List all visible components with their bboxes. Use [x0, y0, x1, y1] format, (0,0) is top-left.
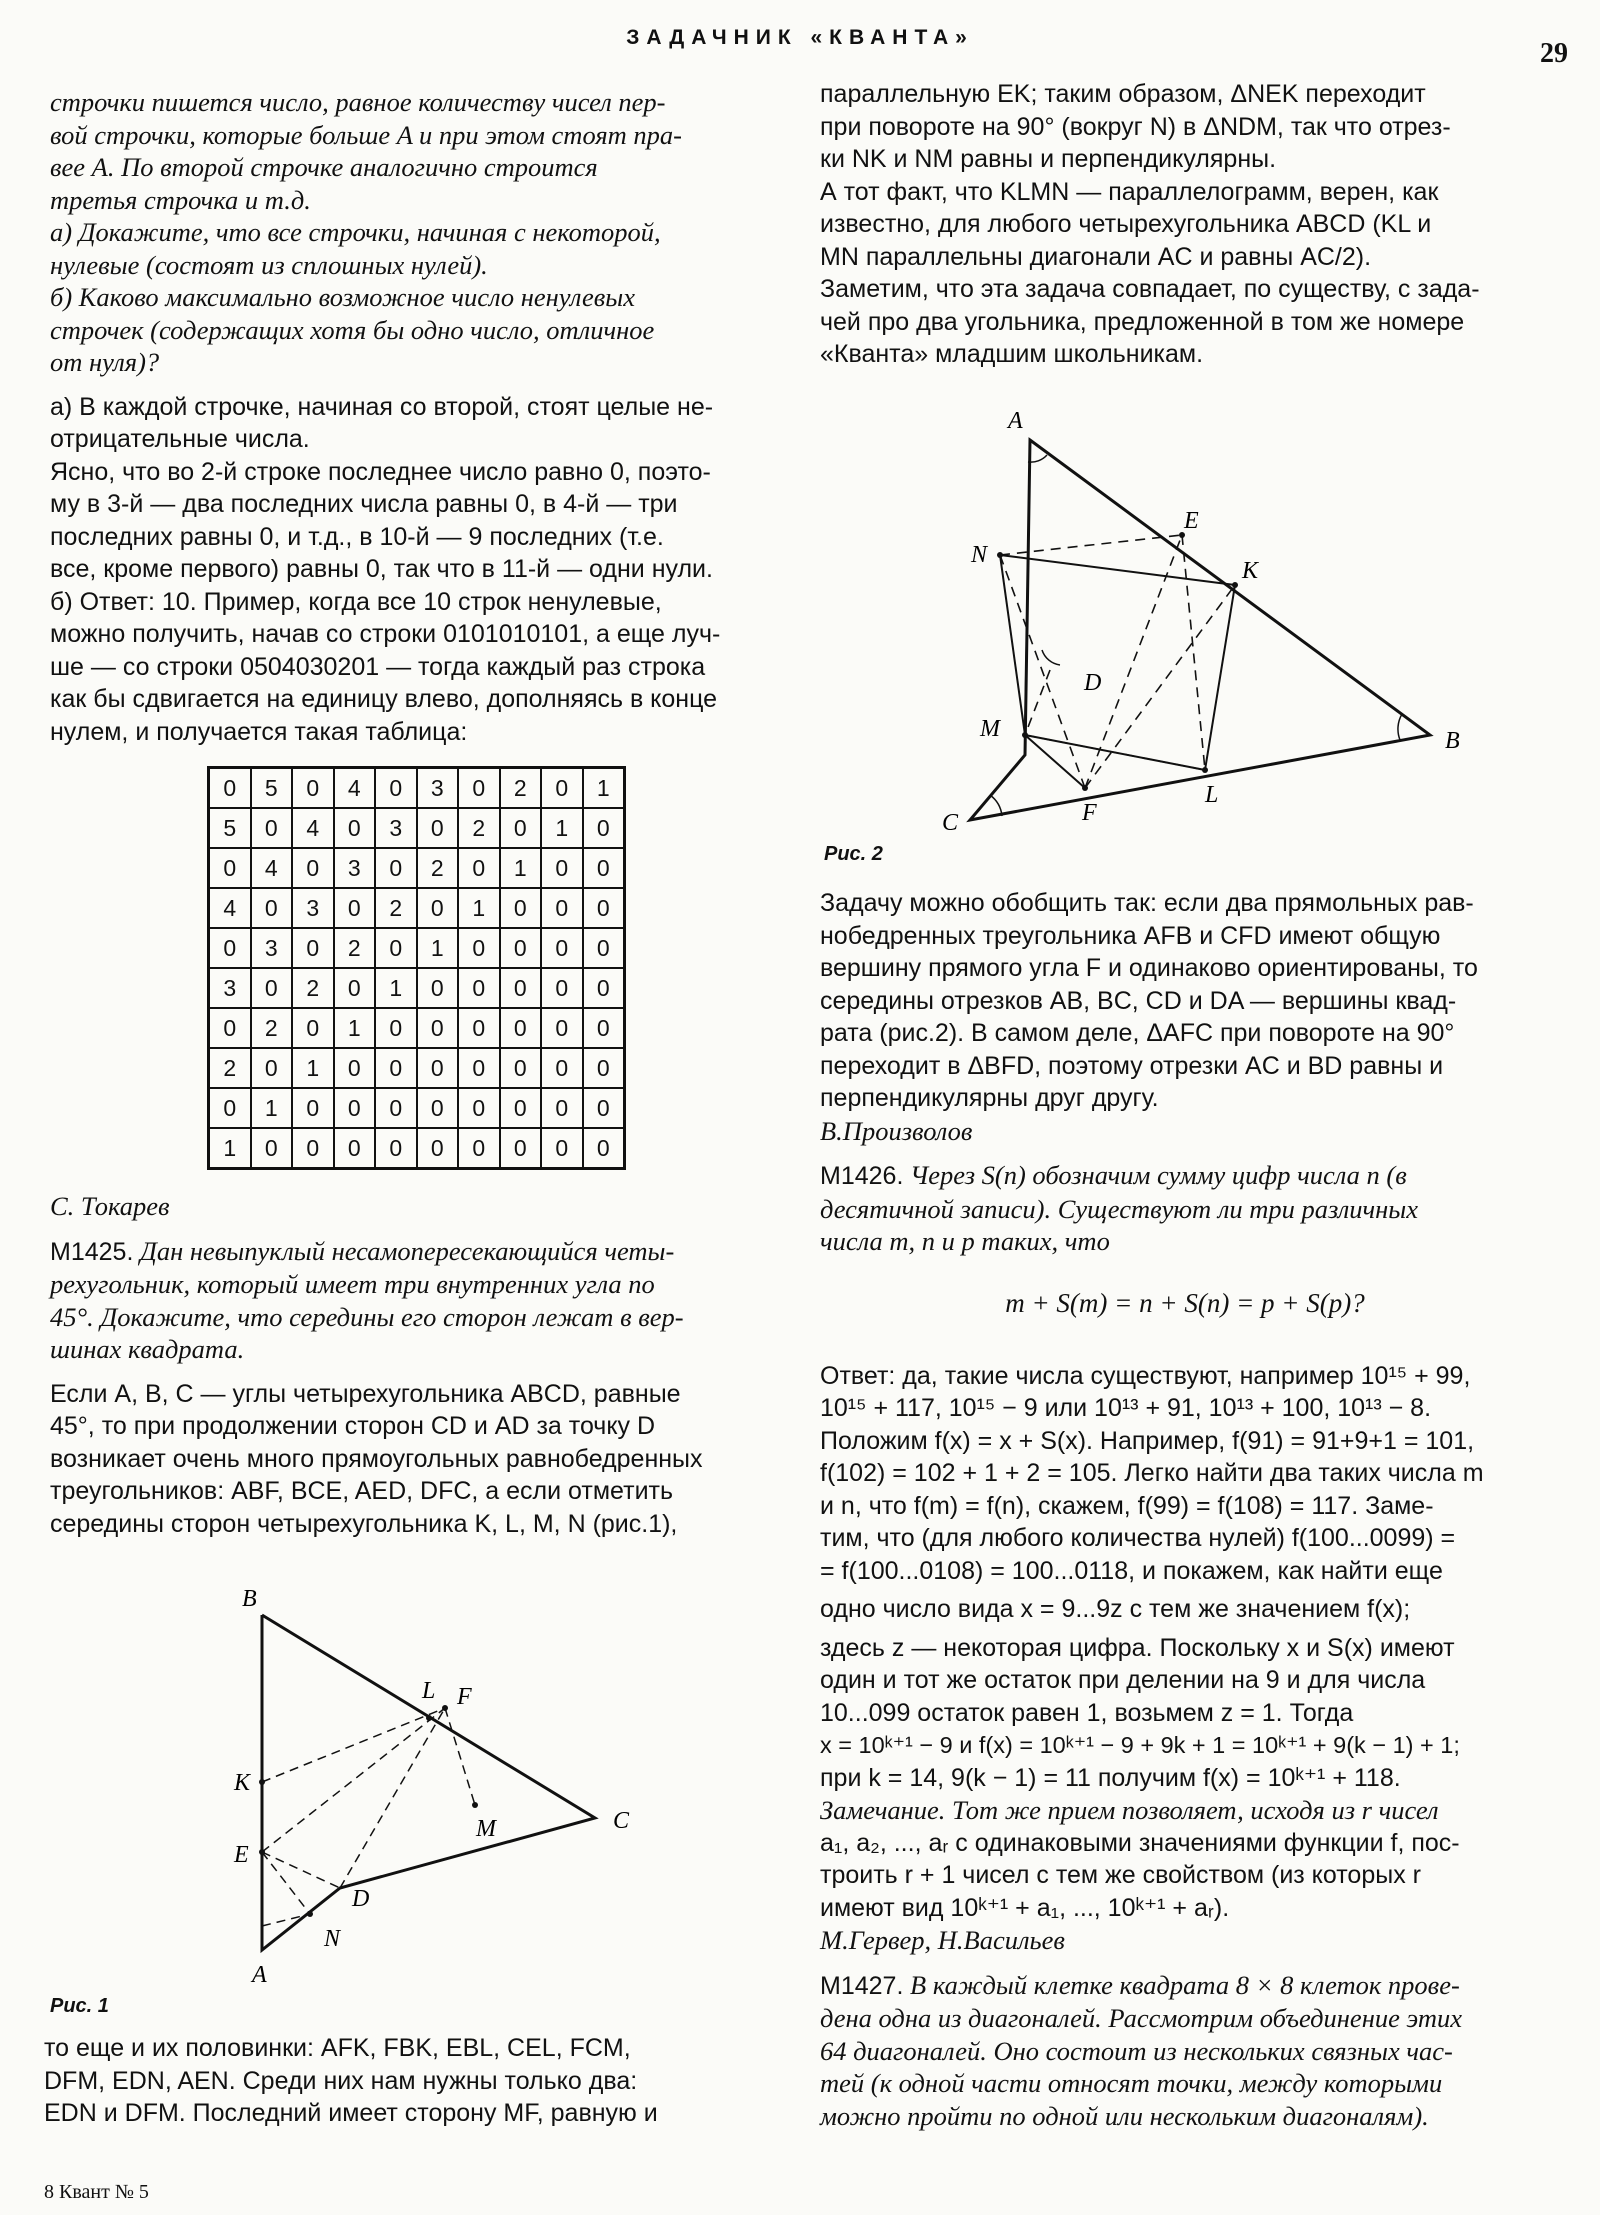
label-A: A — [1008, 408, 1023, 434]
authors-gerver-vasiliev: М.Гервер, Н.Васильев — [820, 1925, 1065, 1955]
table-cell: 4 — [292, 808, 334, 848]
text-line: числа m, n и p таких, что — [820, 1226, 1110, 1256]
label-B: B — [242, 1586, 257, 1612]
table-cell: 0 — [458, 928, 500, 968]
dashed-EL — [1182, 535, 1205, 770]
text-line: тим, что (для любого количества нулей) f(100...0099) = — [820, 1524, 1456, 1552]
text-line: MN параллельны диагонали AC и равны AC/2). — [820, 242, 1372, 271]
text-line: 10¹⁵ + 117, 10¹⁵ − 9 или 10¹³ + 91, 10¹³ + 100, 10¹³ − 8. — [820, 1394, 1432, 1422]
dashed-ED — [262, 1852, 340, 1888]
page-footer: 8 Квант № 5 — [44, 2181, 149, 2203]
table-cell: 1 — [334, 1008, 376, 1048]
label-M: M — [476, 1816, 496, 1842]
table-cell: 0 — [541, 928, 583, 968]
table-row — [209, 1048, 625, 1088]
angle-mark-B — [1398, 714, 1402, 740]
label-M: M — [980, 716, 1000, 742]
problem-code: М1425. — [50, 1237, 134, 1266]
text-line: середины отрезков AB, BC, CD и DA — вершины квад- — [820, 986, 1457, 1015]
table-cell: 0 — [417, 1008, 459, 1048]
text-line: нулевые (состоят из сплошных нулей). — [50, 249, 488, 280]
table-cell: 2 — [500, 768, 542, 809]
text-line: вершину прямого угла F и одинаково ориентированы, то — [820, 954, 1478, 982]
table-cell: 0 — [209, 928, 251, 968]
text-line: троить r + 1 чисел с тем же свойством (из которых r — [820, 1861, 1421, 1889]
label-L: L — [422, 1678, 436, 1704]
figure-2 — [930, 400, 1470, 840]
table-cell: 0 — [458, 1128, 500, 1169]
table-cell: 0 — [500, 888, 542, 928]
text-line: 45°. Докажите, что середины его сторон лежат в вер- — [50, 1301, 684, 1332]
text-line: А тот факт, что KLMN — параллелограмм, верен, как — [820, 177, 1439, 206]
left-column-middle — [50, 1190, 780, 1540]
text-line: ки NK и NM равны и перпендикулярны. — [820, 145, 1277, 173]
text-line: б) Каково максимально возможное число ненулевых — [50, 282, 636, 312]
label-E: E — [1184, 508, 1199, 534]
text-line: отрицательные числа. — [50, 425, 310, 453]
text-line: рата (рис.2). В самом деле, ΔAFC при повороте на 90° — [820, 1019, 1455, 1047]
table-cell: 0 — [583, 968, 625, 1008]
point-N — [307, 1911, 313, 1917]
problem-code: М1426. — [820, 1162, 904, 1190]
left-bottom-text — [44, 2032, 784, 2130]
table-row — [209, 1088, 625, 1128]
table-cell: 0 — [541, 768, 583, 809]
table-cell: 0 — [375, 1008, 417, 1048]
text-span: В каждый клетке квадрата 8 × 8 клеток прове- — [910, 1969, 1460, 2000]
table-cell: 3 — [251, 928, 293, 968]
point-M — [472, 1802, 478, 1808]
label-F: F — [457, 1684, 472, 1710]
table-cell: 1 — [417, 928, 459, 968]
text-line: все, кроме первого) равны 0, так что в 11-й — одни нули. — [50, 555, 713, 583]
label-K: K — [1242, 558, 1259, 584]
author-tokarev: С. Токарев — [50, 1191, 170, 1221]
text-line: одно число вида x = 9...9z с тем же значением f(x); — [820, 1595, 1411, 1623]
table-cell: 0 — [541, 1128, 583, 1169]
table-row — [209, 968, 625, 1008]
table-cell: 0 — [292, 928, 334, 968]
text-line: ше — со строки 0504030201 — тогда каждый раз строка — [50, 652, 706, 681]
table-cell: 0 — [541, 1008, 583, 1048]
table-cell: 2 — [292, 968, 334, 1008]
label-N: N — [971, 542, 988, 568]
text-line: известно, для любого четырехугольника ABCD (KL и — [820, 210, 1432, 238]
table-cell: 0 — [375, 848, 417, 888]
table-cell: 1 — [292, 1048, 334, 1088]
table-cell: 4 — [251, 848, 293, 888]
table-cell: 0 — [541, 888, 583, 928]
text-line: а) Докажите, что все строчки, начиная с некоторой, — [50, 217, 661, 247]
text-line: от нуля)? — [50, 347, 160, 377]
text-line: параллельную EK; таким образом, ΔNEK переходит — [820, 80, 1426, 108]
text-line: и n, что f(m) = f(n), скажем, f(99) = f(108) = 117. Заме- — [820, 1491, 1434, 1520]
point-L — [426, 1715, 432, 1721]
table-cell: 0 — [417, 808, 459, 848]
table-cell: 2 — [334, 928, 376, 968]
dashed-EN — [262, 1852, 310, 1914]
table-cell: 5 — [251, 768, 293, 809]
table-cell: 3 — [417, 768, 459, 809]
dashed-FM — [445, 1708, 475, 1805]
text-line: как бы сдвигается на единицу влево, дополняясь в конце — [50, 685, 718, 713]
segment-KL — [1205, 585, 1235, 770]
point-F — [1082, 785, 1088, 791]
table-cell: 0 — [541, 1088, 583, 1128]
table-cell: 0 — [458, 1008, 500, 1048]
text-line: а) В каждой строчке, начиная со второй, стоят целые не- — [50, 392, 714, 421]
label-C: C — [613, 1808, 630, 1834]
text-line: 10...099 остаток равен 1, возьмем z = 1. Тогда — [820, 1698, 1354, 1727]
label-D: D — [352, 1886, 370, 1912]
text-line: дена одна из диагоналей. Рассмотрим объединение этих — [820, 2003, 1462, 2033]
table-cell: 0 — [251, 1128, 293, 1169]
label-E: E — [234, 1842, 249, 1868]
table-cell: 2 — [251, 1008, 293, 1048]
table-cell: 0 — [251, 968, 293, 1008]
label-A: A — [252, 1962, 267, 1988]
label-B: B — [1445, 728, 1460, 754]
table-cell: 0 — [458, 1088, 500, 1128]
text-line: то еще и их половинки: AFK, FBK, EBL, CEL, FCM, — [44, 2034, 631, 2062]
table-cell: 0 — [417, 968, 459, 1008]
text-line: можно получить, начав со строки 0101010101, а еще луч- — [50, 620, 721, 648]
table-cell: 0 — [417, 1048, 459, 1088]
m1427-statement-line — [820, 1969, 1550, 2003]
table-cell: 3 — [292, 888, 334, 928]
table-cell: 0 — [334, 1048, 376, 1088]
table-row — [209, 928, 625, 968]
prev-problem-statement — [50, 86, 780, 379]
table-cell: 1 — [209, 1128, 251, 1169]
text-line: Замечание. Тот же прием позволяет, исходя из r чисел — [820, 1795, 1439, 1825]
table-cell: 0 — [251, 808, 293, 848]
table-cell: 3 — [209, 968, 251, 1008]
text-line: f(102) = 102 + 1 + 2 = 105. Легко найти два таких числа m — [820, 1459, 1484, 1487]
point-N — [997, 552, 1003, 558]
text-span: Дан невыпуклый несамопересекающийся четы- — [140, 1235, 675, 1266]
table-cell: 0 — [458, 1048, 500, 1088]
point-F — [442, 1705, 448, 1711]
table-row — [209, 848, 625, 888]
table-cell: 0 — [375, 1128, 417, 1169]
text-span: Через S(n) обозначим сумму цифр числа n (в — [910, 1160, 1407, 1190]
table-cell: 3 — [334, 848, 376, 888]
m1426-formula: m + S(m) = n + S(n) = p + S(p)? — [1005, 1287, 1365, 1318]
table-cell: 0 — [417, 1128, 459, 1169]
table-row — [209, 808, 625, 848]
text-line: третья строчка и т.д. — [50, 184, 311, 215]
text-line: Положим f(x) = x + S(x). Например, f(91) = 91+9+1 = 101, — [820, 1426, 1475, 1455]
text-line: Заметим, что эта задача совпадает, по существу, с зада- — [820, 275, 1480, 303]
figure-2-caption: Рис. 2 — [824, 843, 883, 865]
table-cell: 0 — [541, 968, 583, 1008]
label-D: D — [1084, 670, 1102, 696]
dashed-DF — [340, 1708, 445, 1888]
right-column-top — [820, 78, 1550, 371]
table-cell: 0 — [417, 1088, 459, 1128]
table-cell: 0 — [583, 1048, 625, 1088]
table-cell: 0 — [500, 1088, 542, 1128]
dashed-DM — [1025, 670, 1050, 735]
angle-mark-D — [1042, 650, 1060, 665]
m1426-statement-line — [820, 1159, 1550, 1193]
text-line: му в 3-й — два последних числа равны 0, в 4-й — три — [50, 490, 678, 518]
table-cell: 0 — [375, 1048, 417, 1088]
dashed-EF — [262, 1708, 445, 1852]
label-F: F — [1082, 800, 1097, 826]
text-line: при k = 14, 9(k − 1) = 11 получим f(x) = 10ᵏ⁺¹ + 118. — [820, 1763, 1401, 1792]
table-cell: 0 — [251, 888, 293, 928]
angle-mark-C — [990, 795, 1002, 816]
text-line: EDN и DFM. Последний имеет сторону MF, равную и — [44, 2099, 658, 2127]
label-C: C — [942, 810, 959, 836]
table-row — [209, 1128, 625, 1169]
text-line: нулем, и получается такая таблица: — [50, 717, 468, 746]
text-line: возникает очень много прямоугольных равнобедренных — [50, 1444, 703, 1473]
table-cell: 0 — [292, 768, 334, 809]
text-line: = f(100...0108) = 100...0118, и покажем, как найти еще — [820, 1556, 1443, 1585]
m1425-statement-line — [50, 1235, 780, 1269]
text-line: чей про два угольника, предложенной в том же номере — [820, 307, 1465, 336]
text-line: 45°, то при продолжении сторон CD и AD за точку D — [50, 1412, 656, 1440]
table-cell: 0 — [458, 768, 500, 809]
dashed-KF — [262, 1708, 445, 1782]
table-cell: 0 — [375, 1088, 417, 1128]
right-column-middle — [820, 887, 1550, 2132]
text-line: перпендикулярны друг другу. — [820, 1084, 1159, 1112]
table-cell: 0 — [583, 1008, 625, 1048]
text-line: вее A. По второй строчке аналогично строится — [50, 152, 598, 182]
label-N: N — [324, 1926, 341, 1952]
table-cell: 2 — [417, 848, 459, 888]
table-cell: 0 — [292, 1088, 334, 1128]
table-cell: 0 — [334, 1088, 376, 1128]
point-E — [259, 1849, 265, 1855]
text-line: при повороте на 90° (вокруг N) в ΔNDM, так что отрез- — [820, 112, 1451, 141]
quad-ABCD-outline — [970, 440, 1430, 820]
left-column — [50, 86, 780, 748]
table-cell: 0 — [375, 928, 417, 968]
table-cell: 0 — [541, 848, 583, 888]
point-K — [259, 1779, 265, 1785]
segment-MN — [1000, 555, 1025, 735]
text-line: Если A, B, C — углы четырехугольника ABCD, равные — [50, 1379, 681, 1408]
point-K — [1232, 582, 1238, 588]
text-line: шинах квадрата. — [50, 1334, 245, 1364]
text-line: строчек (содержащих хотя бы одно число, отличное — [50, 314, 655, 345]
text-line: 64 диагоналей. Оно состоит из нескольких связных час- — [820, 2035, 1453, 2066]
text-line: б) Ответ: 10. Пример, когда все 10 строк ненулевые, — [50, 587, 662, 616]
page-number: 29 — [1540, 38, 1568, 69]
text-line: рехугольник, который имеет три внутренних угла по — [50, 1269, 655, 1299]
table-cell: 4 — [209, 888, 251, 928]
table-cell: 2 — [458, 808, 500, 848]
table-cell: 0 — [583, 1128, 625, 1169]
point-L — [1202, 767, 1208, 773]
segment-NK — [1000, 555, 1235, 585]
text-line: середины сторон четырехугольника K, L, M, N (рис.1), — [50, 1509, 678, 1538]
table-cell: 0 — [500, 1048, 542, 1088]
text-line: нобедренных треугольника AFB и CFD имеют общую — [820, 921, 1441, 950]
prev-problem-solution — [50, 391, 780, 749]
table-cell: 1 — [375, 968, 417, 1008]
text-line: «Кванта» младшим школьникам. — [820, 340, 1204, 368]
table-cell: 0 — [458, 848, 500, 888]
table-cell: 0 — [500, 1008, 542, 1048]
table-cell: 0 — [251, 1048, 293, 1088]
text-line: здесь z — некоторая цифра. Поскольку x и S(x) имеют — [820, 1633, 1455, 1662]
text-line: строчки пишется число, равное количеству чисел пер- — [50, 87, 666, 117]
table-cell: 0 — [541, 1048, 583, 1088]
table-cell: 0 — [500, 1128, 542, 1169]
table-cell: 3 — [375, 808, 417, 848]
point-M — [1022, 732, 1028, 738]
text-line: вой строчки, которые больше A и при этом стоят пра- — [50, 119, 683, 150]
table-cell: 0 — [292, 1008, 334, 1048]
running-header: ЗАДАЧНИК «КВАНТА» — [626, 26, 974, 49]
text-line: десятичной записи). Существуют ли три различных — [820, 1193, 1418, 1224]
table-row — [209, 768, 625, 809]
figure-1 — [200, 1570, 680, 1990]
table-row — [209, 1008, 625, 1048]
text-line: DFM, EDN, AEN. Среди них нам нужны только два: — [44, 2066, 638, 2095]
figure-1-caption: Рис. 1 — [50, 1995, 109, 2017]
author-proizvolov: В.Произволов — [820, 1115, 973, 1146]
problem-code: М1427. — [820, 1971, 904, 2000]
label-L: L — [1205, 782, 1219, 808]
quad-outline — [262, 1615, 595, 1950]
table-cell: 0 — [209, 1008, 251, 1048]
text-line: имеют вид 10ᵏ⁺¹ + a₁, ..., 10ᵏ⁺¹ + aᵣ). — [820, 1893, 1230, 1922]
table-cell: 0 — [500, 928, 542, 968]
text-line: последних равны 0, и т.д., в 10-й — 9 последних (т.е. — [50, 522, 664, 551]
table-cell: 0 — [292, 1128, 334, 1169]
number-table — [207, 766, 626, 1170]
text-line: треугольников: ABF, BCE, AED, DFC, а если отметить — [50, 1477, 674, 1505]
table-cell: 0 — [583, 808, 625, 848]
text-line: a₁, a₂, ..., aᵣ с одинаковыми значениями функции f, пос- — [820, 1828, 1460, 1857]
table-cell: 1 — [583, 768, 625, 809]
table-cell: 0 — [334, 808, 376, 848]
table-cell: 0 — [334, 888, 376, 928]
table-cell: 0 — [375, 768, 417, 809]
table-cell: 1 — [458, 888, 500, 928]
table-cell: 0 — [209, 1088, 251, 1128]
text-line: переходит в ΔBFD, поэтому отрезки AC и BD равны и — [820, 1051, 1444, 1080]
dashed-FK — [1085, 585, 1235, 788]
table-cell: 0 — [583, 928, 625, 968]
table-cell: 0 — [417, 888, 459, 928]
table-cell: 0 — [458, 968, 500, 1008]
text-line: x = 10ᵏ⁺¹ − 9 и f(x) = 10ᵏ⁺¹ − 9 + 9k + 1 = 10ᵏ⁺¹ + 9(k − 1) + 1; — [820, 1732, 1460, 1758]
table-cell: 0 — [500, 808, 542, 848]
table-cell: 0 — [334, 1128, 376, 1169]
table-cell: 0 — [500, 968, 542, 1008]
text-line: Ясно, что во 2-й строке последнее число равно 0, поэто- — [50, 457, 711, 486]
table-cell: 1 — [541, 808, 583, 848]
table-cell: 0 — [292, 848, 334, 888]
table-cell: 0 — [583, 888, 625, 928]
label-K: K — [234, 1770, 251, 1796]
dashed-NF — [1000, 555, 1085, 788]
table-cell: 2 — [375, 888, 417, 928]
table-cell: 0 — [583, 848, 625, 888]
table-cell: 5 — [209, 808, 251, 848]
table-cell: 1 — [500, 848, 542, 888]
table-row — [209, 888, 625, 928]
table-cell: 0 — [583, 1088, 625, 1128]
text-line: Задачу можно обобщить так: если два прямольных рав- — [820, 889, 1474, 917]
table-cell: 0 — [209, 768, 251, 809]
table-cell: 4 — [334, 768, 376, 809]
text-line: Ответ: да, такие числа существуют, например 10¹⁵ + 99, — [820, 1361, 1471, 1390]
table-cell: 0 — [209, 848, 251, 888]
table-cell: 1 — [251, 1088, 293, 1128]
text-line: один и тот же остаток при делении на 9 и для числа — [820, 1666, 1426, 1694]
table-cell: 2 — [209, 1048, 251, 1088]
text-line: можно пройти по одной или нескольким диагоналям). — [820, 2100, 1429, 2131]
segment-MF — [1025, 735, 1085, 788]
table-cell: 0 — [334, 968, 376, 1008]
text-line: тей (к одной части относят точки, между которыми — [820, 2068, 1443, 2098]
